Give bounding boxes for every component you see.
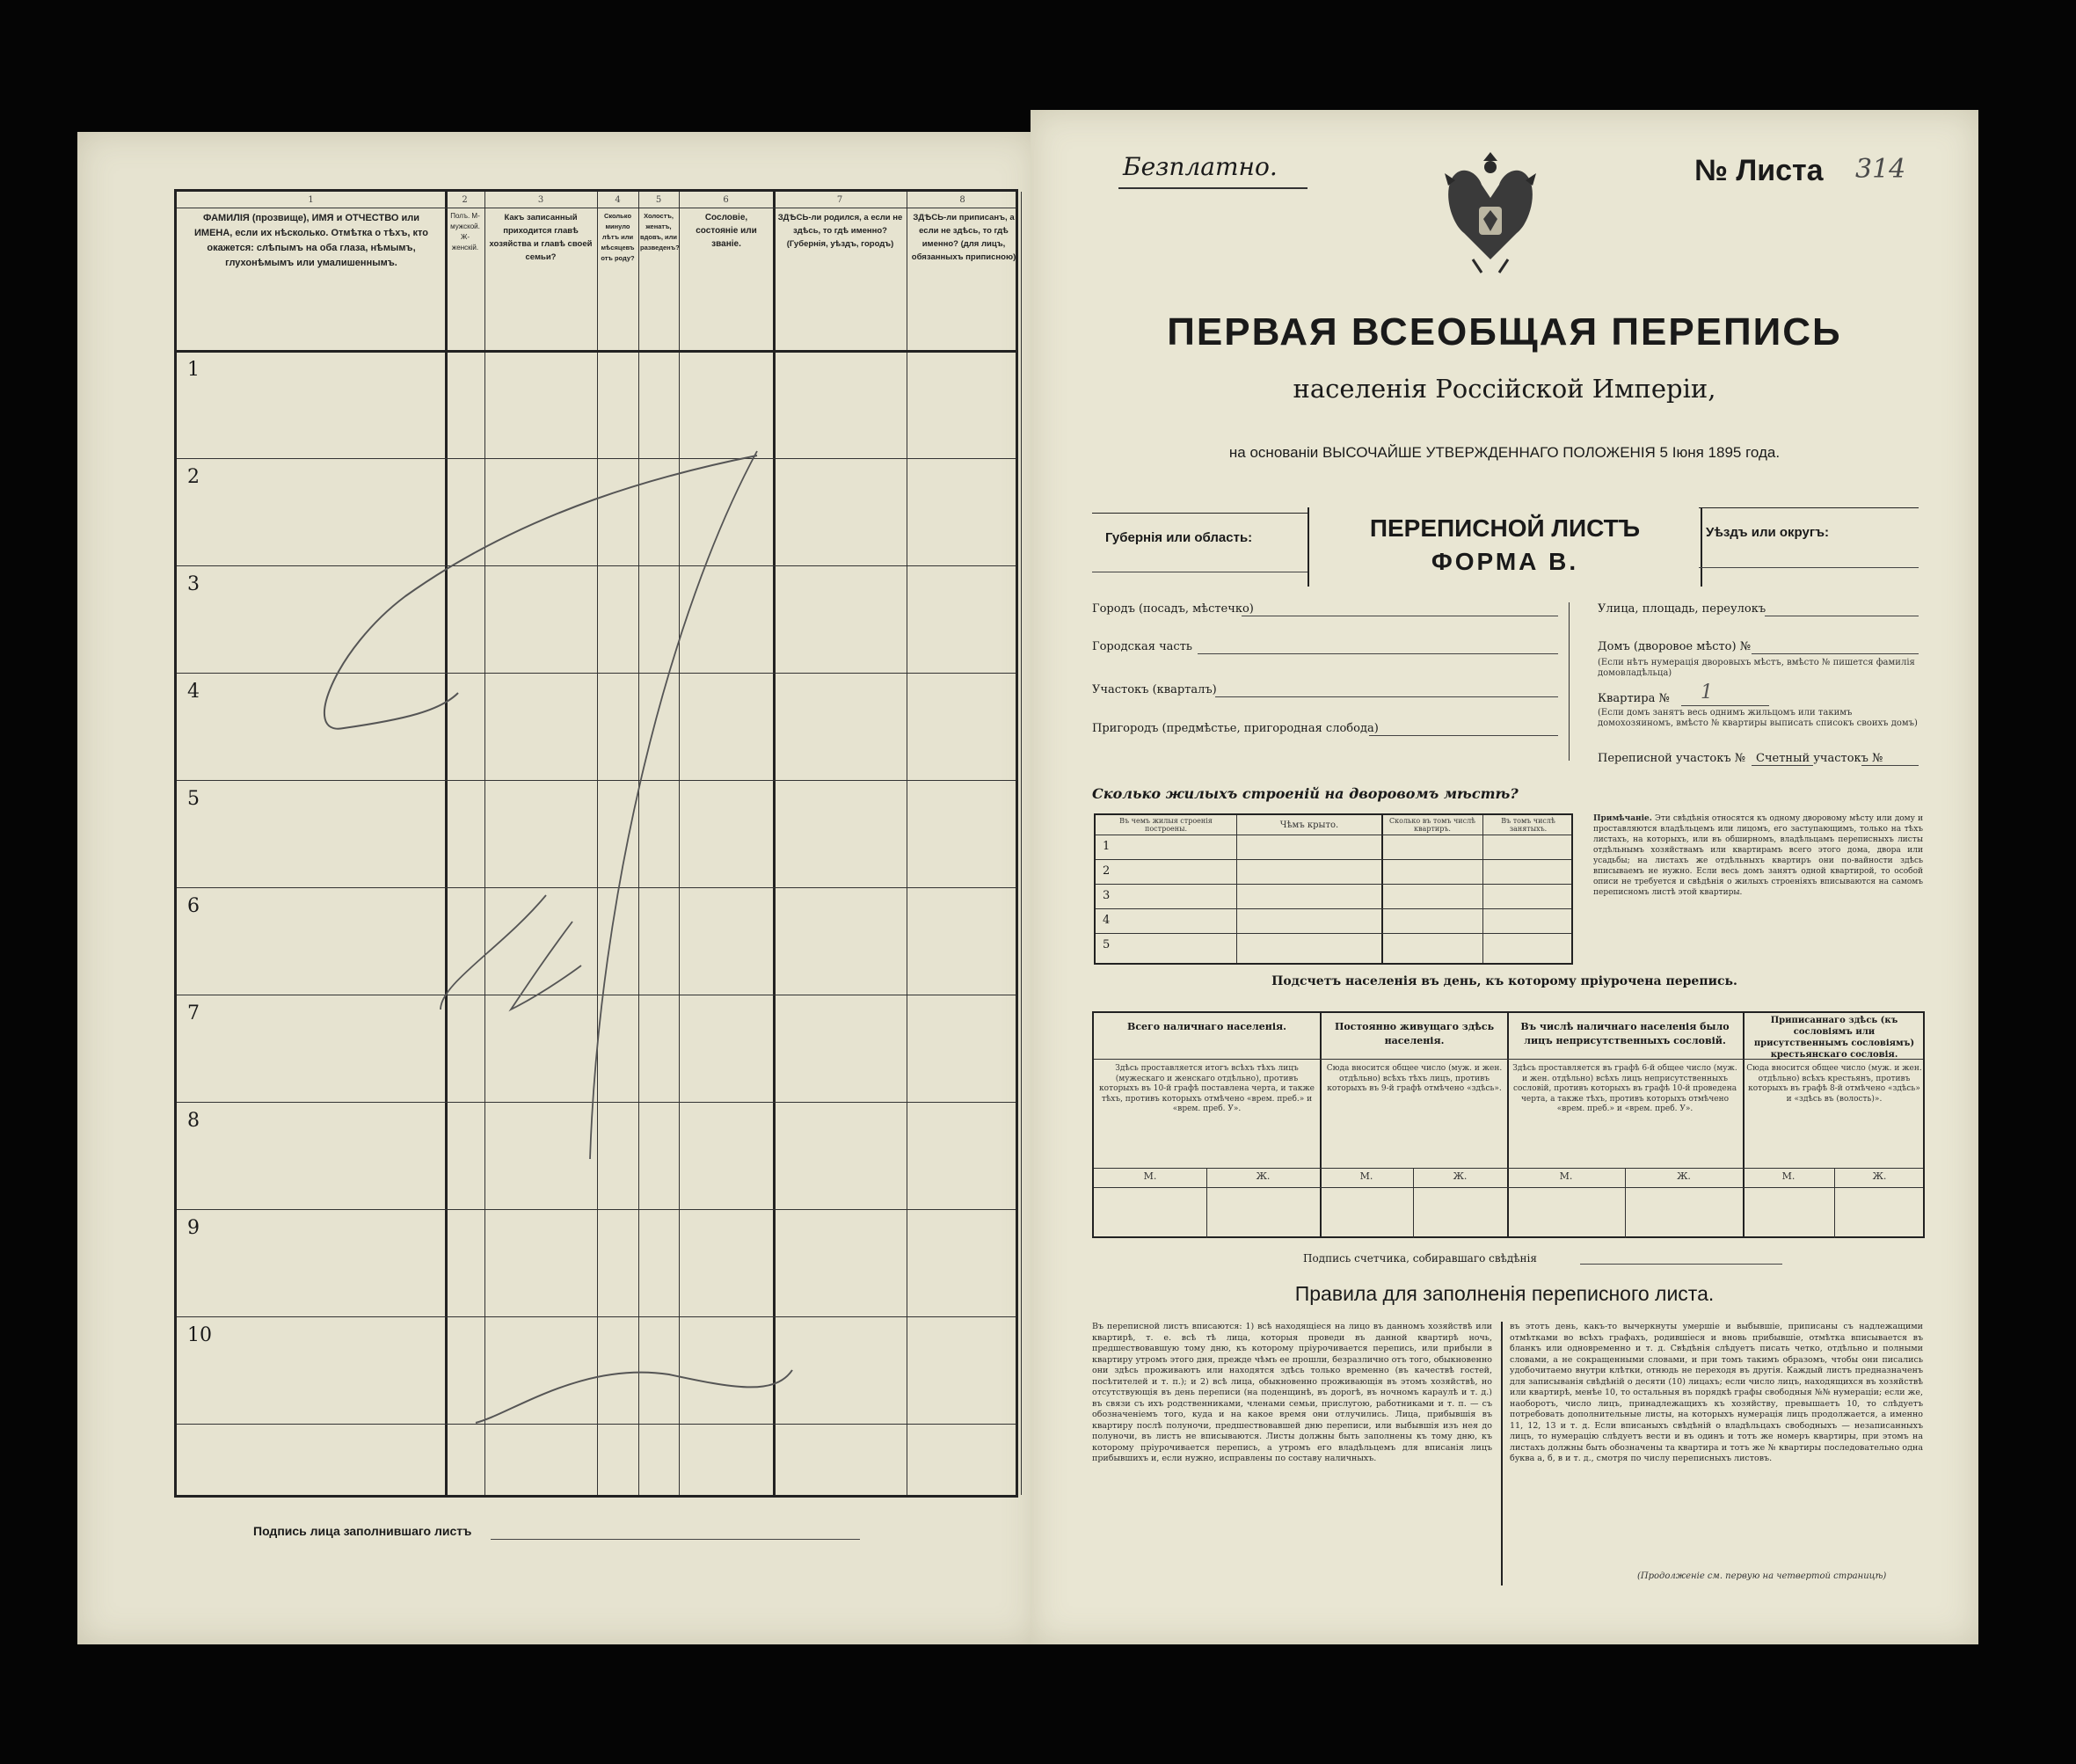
summary-col-divider <box>1507 1013 1509 1236</box>
row-number: 8 <box>187 1110 200 1132</box>
signature-line <box>491 1539 860 1540</box>
summary-col-divider <box>1743 1013 1745 1236</box>
column-number: 5 <box>655 195 662 205</box>
rules-title: Правила для заполненія переписного листа. <box>1294 1282 1715 1305</box>
address-house-label: Домъ (дворовое мѣсто) № <box>1598 640 1752 653</box>
count-precinct-label: Счетный участокъ № <box>1756 752 1883 765</box>
buildings-row-number: 2 <box>1103 864 1111 878</box>
buildings-header: Въ чемъ жилыя строенія построены. <box>1119 817 1213 833</box>
column-header-age: Сколько минуло лѣтъ или мѣсяцевъ отъ роду? <box>601 212 635 262</box>
sex-label-male: М. <box>1359 1170 1373 1182</box>
note-text: Эти свѣдѣнія относятся къ одному дворовому мѣсту или дому и проставляются владѣльцемъ или лицомъ, его заступающимъ, только на тѣхъ листахъ, на которыхъ, или въ обширномъ, владѣльцамъ переписныхъ листы отдѣльнымъ хозяйствамъ или квартирамъ всего этого дома, двора или усадьбы; на листахъ же отдѣльныхъ квартиръ они по-вайности здѣсь вписываемъ не нужно. Если весь домъ занятъ одной квартирой, то особой описи не требуется и свѣдѣнія о жилыхъ строеніяхъ вписываются на самомъ переписномъ листѣ этой квартиры. <box>1593 814 1923 897</box>
address-divider <box>1569 602 1570 761</box>
row-number: 5 <box>187 788 200 810</box>
summary-header-total: Всего наличнаго населенія. <box>1127 1021 1286 1032</box>
rules-divider <box>1501 1322 1503 1585</box>
column-number: 6 <box>723 195 729 205</box>
signature-label: Подпись лица заполнившаго листъ <box>253 1524 472 1538</box>
district-label: Уѣздъ или округъ: <box>1706 525 1830 540</box>
address-house-line <box>1752 653 1919 654</box>
address-city-part-line <box>1198 653 1558 654</box>
form-title-box <box>1308 507 1702 587</box>
sex-label-male: М. <box>1559 1170 1573 1182</box>
buildings-row-rule <box>1096 884 1571 885</box>
column-number: 8 <box>959 195 965 205</box>
left-page <box>77 132 1038 1644</box>
summary-desc: Здѣсь проставляется въ графѣ 6-й общее число (муж. и жен. отдѣльно) всѣхъ лицъ неприсутственныхъ сословій, противъ которыхъ въ графѣ 10-й проведена черта, а также тѣхъ, противъ которыхъ отмѣчено «врем. преб.» и «врем. преб. У». <box>1512 1064 1737 1113</box>
summary-desc: Сюда вносится общее число (муж. и жен. отдѣльно) всѣхъ тѣхъ лицъ, противъ которыхъ въ 9-й графѣ отмѣчено «здѣсь». <box>1326 1064 1503 1093</box>
document-title: ПЕРВАЯ ВСЕОБЩАЯ ПЕРЕПИСЬ <box>1167 310 1842 354</box>
row-number: 6 <box>187 895 200 917</box>
buildings-row-rule <box>1096 908 1571 909</box>
column-header-birthplace: ЗДѢСЬ-ли родился, а если не здѣсь, то гдѣ именно? (Губернія, уѣздъ, городъ) <box>777 213 903 249</box>
column-number: 2 <box>462 195 468 205</box>
free-label: Безплатно. <box>1123 152 1278 181</box>
buildings-header: Въ томъ числѣ занятыхъ. <box>1501 817 1555 833</box>
form-letter: ФОРМА В. <box>1431 548 1579 575</box>
summary-header-nonstandard: Въ числѣ наличнаго населенія было лицъ неприсутственныхъ сословій. <box>1520 1021 1730 1046</box>
note-label: Примѣчаніе. <box>1593 814 1652 823</box>
sex-label-female: Ж. <box>1872 1170 1887 1182</box>
right-page <box>1031 110 1978 1644</box>
summary-desc: Здѣсь проставляется итогъ всѣхъ тѣхъ лицъ (мужескаго и женскаго отдѣльно), противъ которыхъ въ 10-й графѣ поставлена черта, и также тѣхъ, противъ которыхъ отмѣчено «врем. преб.» и «врем. преб. У». <box>1099 1064 1315 1113</box>
summary-header-peasants: Приписаннаго здѣсь (къ сословіямъ или присутственнымъ сословіямъ) крестьянскаго сословія. <box>1753 1016 1915 1060</box>
address-apartment-line <box>1681 705 1769 706</box>
district-line <box>1699 567 1919 568</box>
sex-label-female: Ж. <box>1677 1170 1691 1182</box>
buildings-row-number: 4 <box>1103 914 1111 927</box>
row-number: 1 <box>187 359 200 381</box>
buildings-header: Чѣмъ крыто. <box>1279 820 1339 830</box>
summary-header-permanent: Постоянно живущаго здѣсь населенія. <box>1334 1021 1495 1046</box>
sex-label-male: М. <box>1781 1170 1796 1182</box>
column-number: 7 <box>836 195 843 205</box>
province-box-top <box>1092 513 1308 514</box>
buildings-table <box>1094 813 1573 965</box>
summary-title: Подсчетъ населенія въ день, къ которому пріурочена перепись. <box>1271 974 1737 988</box>
handwritten-cancellation-marks <box>177 192 1021 1500</box>
column-number: 1 <box>308 195 314 205</box>
row-number: 10 <box>187 1324 212 1346</box>
sheet-number-value: 314 <box>1855 154 1906 185</box>
address-precinct-line <box>1215 696 1558 697</box>
address-street-label: Улица, площадь, переулокъ <box>1598 602 1766 616</box>
sex-label-male: М. <box>1143 1170 1157 1182</box>
enumerator-signature-label: Подпись счетчика, собиравшаго свѣдѣнія <box>1303 1252 1537 1265</box>
buildings-row-number: 1 <box>1103 840 1111 853</box>
row-number: 9 <box>187 1217 200 1239</box>
column-divider <box>1021 192 1022 1495</box>
population-summary-table <box>1092 1011 1925 1238</box>
apartment-value: 1 <box>1701 682 1713 703</box>
column-number: 4 <box>615 195 621 205</box>
address-suburb-label: Пригородъ (предмѣстье, пригородная слобода) <box>1092 722 1379 735</box>
province-label: Губернія или область: <box>1105 530 1253 545</box>
buildings-row-rule <box>1096 859 1571 860</box>
row-number: 4 <box>187 681 200 703</box>
summary-row-rule <box>1094 1059 1923 1060</box>
buildings-col-divider <box>1236 815 1237 963</box>
summary-col-divider <box>1320 1013 1322 1236</box>
row-number: 3 <box>187 573 200 595</box>
buildings-header: Сколько въ томъ числѣ квартиръ. <box>1389 817 1475 833</box>
address-city-part-label: Городская часть <box>1092 640 1192 653</box>
imperial-eagle-emblem <box>1433 145 1548 277</box>
enumerator-signature-line <box>1580 1264 1782 1265</box>
count-precinct-line <box>1861 765 1919 766</box>
summary-desc: Сюда вносится общее число (муж. и жен. отдѣльно) всѣхъ крестьянъ, противъ которыхъ въ графѣ 8-й отмѣчено «здѣсь» и «здѣсь въ (волость)». <box>1746 1064 1922 1104</box>
free-underline <box>1118 187 1308 189</box>
buildings-row-number: 3 <box>1103 889 1111 902</box>
column-header-name: ФАМИЛІЯ (прозвище), ИМЯ и ОТЧЕСТВО или ИМЕНА, если их нѣсколько. Отмѣтка о тѣхъ, кто окажется: слѣпымъ на оба глаза, нѣмымъ, глухонѣмымъ или умалишеннымъ. <box>194 213 428 268</box>
address-apartment-note: (Если домъ занятъ весь однимъ жильцомъ или такимъ домохозяиномъ, вмѣсто № квартиры выписать списокъ своихъ домъ) <box>1598 708 1918 728</box>
summary-row-rule <box>1094 1168 1923 1169</box>
buildings-row-rule <box>1096 933 1571 934</box>
summary-row-rule <box>1094 1187 1923 1188</box>
buildings-question: Сколько жилыхъ строеній на дворовомъ мѣстѣ? <box>1092 785 1519 802</box>
column-header-sex: Полъ. М-мужской. Ж-женскій. <box>450 212 480 251</box>
column-header-registration: ЗДѢСЬ-ли приписанъ, а если не здѣсь, то гдѣ именно? (для лицъ, обязанныхъ приписною) <box>911 213 1016 262</box>
column-header-relation: Какъ записанный приходится главѣ хозяйства и главѣ своей семьи? <box>489 213 593 262</box>
rules-right-column: въ этотъ день, какъ-то вычеркнуты умершіе и выбывшіе, приписаны съ надлежащими отмѣтками во всѣхъ графахъ, родившіеся и вновь прибывшіе, отмѣтка вписывается въ бланкъ или одновременно и т. д. Свѣдѣнія слѣдуетъ писать четко, отдѣльно и полными словами, а не сокращенными словами, и при томъ такимъ образомъ, чтобы они писались удобочитаемо внутри клѣтки, отнюдь не переходя въ другія. Каждый листъ предназначенъ для записыванія свѣдѣній о десяти (10) лицахъ; если число лицъ, находящихся въ хозяйствѣ или квартирѣ, менѣе 10, то остальныя въ порядкѣ графы свободныя №№ нумераціи; если же, наоборотъ, число лицъ, принадлежащихъ къ хозяйству, превышаетъ 10, то слѣдуетъ потребовать дополнительные листы, на которыхъ нумерація лицъ продолжается, а именно 11, 12, 13 и т. д. Если вписаныхъ свѣдѣній о владѣльцахъ свободныхъ — незаписанныхъ лицъ, то нумерацію слѣдуетъ вести и въ одинъ и тотъ же номеръ квартиры, при этомъ на листахъ должны быть обозначены та квартира и тотъ же № квартиры последовательно одна буква а, б, в и т. д., смотря по числу переписныхъ листовъ. <box>1510 1322 1923 1463</box>
row-number: 7 <box>187 1002 200 1024</box>
address-house-note: (Если нѣтъ нумерація дворовыхъ мѣстъ, вмѣсто № пишется фамилія домовладѣльца) <box>1598 658 1915 678</box>
address-precinct-label: Участокъ (кварталъ) <box>1092 683 1217 696</box>
sex-label-female: Ж. <box>1453 1170 1468 1182</box>
district-box-top <box>1699 507 1919 508</box>
address-city-label: Городъ (посадъ, мѣстечко) <box>1092 602 1254 616</box>
column-header-estate: Сословіе, состояніе или званіе. <box>696 213 757 249</box>
rules-continued: (Продолженіе см. первую на четвертой страницѣ) <box>1637 1571 1887 1581</box>
legal-basis: на основаніи ВЫСОЧАЙШЕ УТВЕРЖДЕННАГО ПОЛОЖЕНІЯ 5 Іюня 1895 года. <box>1228 444 1781 461</box>
form-title: ПЕРЕПИСНОЙ ЛИСТЪ <box>1369 514 1641 542</box>
column-header-marital: Холостъ, женатъ, вдовъ, или разведенъ? <box>640 212 680 251</box>
buildings-row-number: 5 <box>1103 938 1111 951</box>
column-number: 3 <box>537 195 544 205</box>
buildings-note <box>1593 813 1923 967</box>
sex-label-female: Ж. <box>1256 1170 1271 1182</box>
rules-left-column: Въ переписной листъ вписаются: 1) всѣ находящіеся на лицо въ данномъ хозяйствѣ или квартирѣ, т. е. всѣ тѣ лица, которыя проведи въ данной квартирѣ ночь, предшествовавшую тому дню, къ которому пріурочивается перепись, или прибыли в квартиру утромъ этого дня, прежде чѣмъ ее прошли, безразлично отъ того, обыкновенно они здѣсь проживаютъ или находятся здѣсь только временно (въ качествѣ гостей, посѣтителей и т. п.); и 2) всѣ лица, обыкновенно проживающія въ этомъ хозяйствѣ, но отсутствующія въ день переписи (на поденщинѣ, въ дорогѣ, въ ночномъ караулѣ и т. д.) въ связи съ ихъ родственниками, членами семьи, прислугою, работниками и т. п. — съ обозначеніемъ того, куда и на какое время они отлучились. Лица, прибывшія въ квартиру послѣ полуночи, предшествовавшей дню переписи, или выбывшія изъ нея до полуночи, въ листъ не вписываются. Листы должны быть заполнены къ тому дню, къ которому пріурочивается перепись, а утромъ его владѣльцемъ для вписанія лицъ прибывшихъ и, если нужно, исправлены по составу наличныхъ. <box>1092 1322 1492 1463</box>
document-subtitle: населенія Россійской Имперіи, <box>1293 374 1716 404</box>
census-table <box>174 189 1018 1498</box>
buildings-col-divider <box>1381 815 1383 963</box>
sheet-number-label: № Листа <box>1694 154 1824 187</box>
address-suburb-line <box>1369 735 1558 736</box>
row-number: 2 <box>187 466 200 488</box>
buildings-col-divider <box>1482 815 1483 963</box>
census-precinct-label: Переписной участокъ № <box>1598 752 1746 765</box>
address-apartment-label: Квартира № <box>1598 692 1670 705</box>
